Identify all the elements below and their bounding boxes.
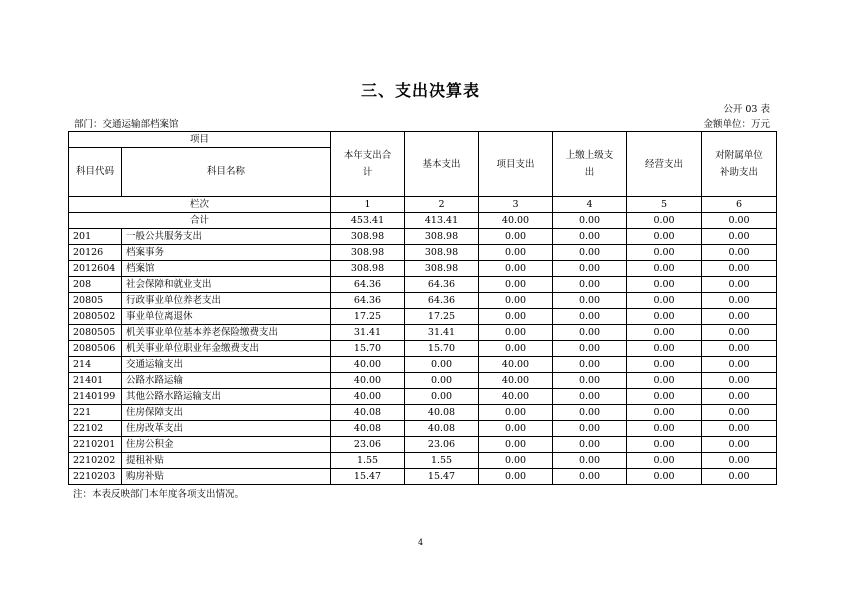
row-value: 0.00	[479, 277, 553, 293]
row-value: 17.25	[405, 309, 479, 325]
row-value: 0.00	[479, 245, 553, 261]
table-row	[69, 373, 777, 389]
row-value: 0.00	[627, 325, 702, 341]
row-value: 40.08	[331, 421, 405, 437]
row-value: 17.25	[331, 309, 405, 325]
row-value: 0.00	[479, 421, 553, 437]
expenditure-table	[68, 131, 777, 485]
table-row	[69, 261, 777, 277]
header-project: 项目支出	[479, 132, 553, 197]
row-value: 0.00	[627, 421, 702, 437]
row-value: 308.98	[331, 245, 405, 261]
row-value: 0.00	[627, 405, 702, 421]
row-value: 40.00	[479, 373, 553, 389]
header-subsidy: 对附属单位补助支出	[702, 132, 777, 197]
table-row	[69, 453, 777, 469]
table-row	[69, 469, 777, 485]
row-value: 0.00	[479, 309, 553, 325]
total-label: 合计	[69, 213, 331, 229]
row-value: 0.00	[479, 261, 553, 277]
row-code: 2210201	[69, 437, 122, 453]
header-basic: 基本支出	[405, 132, 479, 197]
row-value: 0.00	[627, 293, 702, 309]
table-row	[69, 293, 777, 309]
row-code: 20805	[69, 293, 122, 309]
total-value: 0.00	[553, 213, 627, 229]
row-value: 0.00	[479, 453, 553, 469]
row-value: 0.00	[702, 325, 777, 341]
row-name: 机关事业单位基本养老保险缴费支出	[122, 325, 331, 341]
col-num: 5	[627, 197, 702, 213]
row-value: 308.98	[331, 229, 405, 245]
row-name: 档案馆	[122, 261, 331, 277]
row-code: 2210203	[69, 469, 122, 485]
total-value: 0.00	[702, 213, 777, 229]
row-value: 308.98	[405, 261, 479, 277]
row-value: 1.55	[405, 453, 479, 469]
row-code: 21401	[69, 373, 122, 389]
header-total: 本年支出合计	[331, 132, 405, 197]
row-value: 0.00	[479, 405, 553, 421]
row-name: 机关事业单位职业年金缴费支出	[122, 341, 331, 357]
row-value: 0.00	[702, 405, 777, 421]
row-value: 0.00	[553, 277, 627, 293]
table-row	[69, 357, 777, 373]
row-value: 0.00	[627, 245, 702, 261]
row-name: 住房保障支出	[122, 405, 331, 421]
row-value: 308.98	[405, 245, 479, 261]
row-value: 0.00	[553, 293, 627, 309]
table-row	[69, 389, 777, 405]
row-value: 31.41	[331, 325, 405, 341]
header-item: 项目	[69, 132, 331, 148]
page-number: 4	[417, 538, 424, 547]
row-name: 住房改革支出	[122, 421, 331, 437]
row-value: 0.00	[702, 245, 777, 261]
row-name: 交通运输支出	[122, 357, 331, 373]
row-value: 0.00	[553, 373, 627, 389]
table-row	[69, 277, 777, 293]
row-name: 其他公路水路运输支出	[122, 389, 331, 405]
table-row	[69, 437, 777, 453]
row-value: 40.00	[331, 373, 405, 389]
row-value: 0.00	[627, 389, 702, 405]
col-num: 1	[331, 197, 405, 213]
row-value: 31.41	[405, 325, 479, 341]
table-note: 注：本表反映部门本年度各项支出情况。	[73, 489, 245, 500]
row-value: 0.00	[627, 261, 702, 277]
unit-label: 金额单位：万元	[703, 119, 770, 130]
row-code: 2140199	[69, 389, 122, 405]
row-value: 0.00	[627, 453, 702, 469]
row-value: 15.70	[405, 341, 479, 357]
row-value: 0.00	[702, 389, 777, 405]
row-name: 提租补贴	[122, 453, 331, 469]
row-value: 0.00	[553, 437, 627, 453]
row-value: 15.47	[405, 469, 479, 485]
row-value: 308.98	[331, 261, 405, 277]
header-code: 科目代码	[69, 148, 122, 197]
table-row	[69, 325, 777, 341]
row-value: 0.00	[702, 373, 777, 389]
row-value: 0.00	[553, 229, 627, 245]
row-name: 事业单位离退休	[122, 309, 331, 325]
header-business: 经营支出	[627, 132, 702, 197]
row-code: 2210202	[69, 453, 122, 469]
row-value: 0.00	[627, 277, 702, 293]
row-value: 0.00	[479, 469, 553, 485]
row-value: 0.00	[627, 229, 702, 245]
row-value: 0.00	[553, 405, 627, 421]
row-value: 0.00	[405, 373, 479, 389]
row-code: 22102	[69, 421, 122, 437]
row-code: 2080502	[69, 309, 122, 325]
col-num: 2	[405, 197, 479, 213]
row-value: 64.36	[331, 277, 405, 293]
row-value: 40.08	[331, 405, 405, 421]
total-value: 413.41	[405, 213, 479, 229]
row-value: 40.00	[331, 357, 405, 373]
row-name: 社会保障和就业支出	[122, 277, 331, 293]
row-value: 64.36	[331, 293, 405, 309]
row-value: 40.00	[479, 389, 553, 405]
row-value: 0.00	[702, 341, 777, 357]
row-code: 221	[69, 405, 122, 421]
row-value: 0.00	[702, 357, 777, 373]
row-value: 0.00	[553, 261, 627, 277]
row-value: 64.36	[405, 293, 479, 309]
row-value: 0.00	[627, 341, 702, 357]
row-value: 0.00	[479, 325, 553, 341]
row-value: 0.00	[479, 229, 553, 245]
total-value: 0.00	[627, 213, 702, 229]
row-name: 一般公共服务支出	[122, 229, 331, 245]
row-value: 0.00	[405, 389, 479, 405]
row-value: 0.00	[553, 325, 627, 341]
total-row	[69, 213, 777, 229]
row-name: 档案事务	[122, 245, 331, 261]
row-code: 2012604	[69, 261, 122, 277]
row-value: 0.00	[479, 293, 553, 309]
col-num: 6	[702, 197, 777, 213]
row-value: 0.00	[553, 245, 627, 261]
row-value: 40.08	[405, 421, 479, 437]
row-value: 23.06	[331, 437, 405, 453]
department-label: 部门：交通运输部档案馆	[74, 119, 179, 130]
row-name: 购房补贴	[122, 469, 331, 485]
table-row	[69, 405, 777, 421]
table-row	[69, 341, 777, 357]
row-value: 0.00	[702, 453, 777, 469]
header-name: 科目名称	[122, 148, 331, 197]
table-row	[69, 245, 777, 261]
row-value: 0.00	[627, 357, 702, 373]
header-col-label: 栏次	[69, 197, 331, 213]
row-value: 0.00	[702, 261, 777, 277]
page-title: 三、支出决算表	[360, 81, 480, 100]
row-value: 64.36	[405, 277, 479, 293]
table-row	[69, 421, 777, 437]
header-upper: 上缴上级支出	[553, 132, 627, 197]
row-value: 0.00	[702, 293, 777, 309]
row-value: 0.00	[553, 357, 627, 373]
row-value: 0.00	[702, 469, 777, 485]
row-value: 0.00	[627, 373, 702, 389]
row-code: 2080506	[69, 341, 122, 357]
row-name: 住房公积金	[122, 437, 331, 453]
table-row	[69, 229, 777, 245]
row-value: 23.06	[405, 437, 479, 453]
col-num: 4	[553, 197, 627, 213]
row-value: 0.00	[479, 341, 553, 357]
total-value: 453.41	[331, 213, 405, 229]
row-value: 0.00	[405, 357, 479, 373]
row-value: 308.98	[405, 229, 479, 245]
row-value: 0.00	[627, 309, 702, 325]
row-code: 214	[69, 357, 122, 373]
row-value: 15.70	[331, 341, 405, 357]
row-code: 201	[69, 229, 122, 245]
row-name: 公路水路运输	[122, 373, 331, 389]
row-value: 0.00	[553, 421, 627, 437]
row-value: 0.00	[553, 469, 627, 485]
row-value: 0.00	[479, 437, 553, 453]
row-code: 20126	[69, 245, 122, 261]
row-code: 208	[69, 277, 122, 293]
row-value: 0.00	[553, 309, 627, 325]
row-value: 0.00	[553, 453, 627, 469]
row-value: 0.00	[702, 277, 777, 293]
row-value: 0.00	[702, 437, 777, 453]
row-value: 0.00	[702, 309, 777, 325]
total-value: 40.00	[479, 213, 553, 229]
row-value: 0.00	[702, 421, 777, 437]
row-value: 0.00	[553, 389, 627, 405]
row-value: 0.00	[702, 229, 777, 245]
col-num: 3	[479, 197, 553, 213]
row-value: 40.08	[405, 405, 479, 421]
row-name: 行政事业单位养老支出	[122, 293, 331, 309]
row-value: 0.00	[627, 437, 702, 453]
row-value: 40.00	[479, 357, 553, 373]
row-code: 2080505	[69, 325, 122, 341]
row-value: 40.00	[331, 389, 405, 405]
form-number: 公开 03 表	[723, 104, 770, 115]
row-value: 0.00	[627, 469, 702, 485]
table-row	[69, 309, 777, 325]
row-value: 1.55	[331, 453, 405, 469]
row-value: 15.47	[331, 469, 405, 485]
row-value: 0.00	[553, 341, 627, 357]
